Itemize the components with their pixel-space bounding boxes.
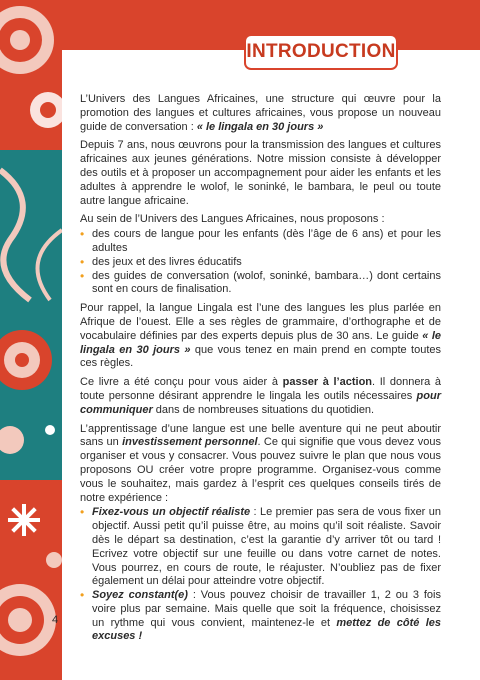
body-text (80, 93, 441, 649)
tips-list (80, 506, 441, 644)
decorative-side-pattern (0, 0, 62, 680)
paragraph-mission: Depuis 7 ans, nous œuvrons pour la transmission des langues et cultures africaines aux jeunes générations. Notre mission consiste à développer des outils et à proposer un accompagnement pour aider les enfants et les adultes à apprendre le wolof, le soninké, le bambara, le peul ou toute autre langue africaine. (80, 139, 441, 207)
page-number: 4 (51, 614, 59, 626)
paragraph-learning: L’apprentissage d’une langue est une belle aventure qui ne peut aboutir sans un investissement personnel. Ce qui signifie que vous devez vous organiser et vous y consacrer. Vous pouvez suivre le plan que nous vous proposons OU créer votre propre programme. Organisez-vous comme vous le souhaitez, mais gardez à l’esprit ces quelques conseils tirés de notre expérience : (80, 422, 441, 504)
floral-pattern-icon (0, 0, 62, 680)
guide-title: « le lingala en 30 jours » (80, 329, 441, 356)
list-item: • des guides de conversation (wolof, soninké, bambara…) dont certains sont en cours de finalisation. (80, 270, 441, 298)
offer-list (80, 228, 441, 297)
list-item: • Soyez constant(e) : Vous pouvez choisir de travailler 1, 2 ou 3 fois voire plus par semaine. Mais quelle que soit la fréquence, choisissez un rythme qui vous convient, maintenez-le et mettez de côté les excuses ! (80, 589, 441, 644)
header-band (0, 0, 480, 50)
page-title: INTRODUCTION (244, 34, 398, 70)
paragraph-intro: L’Univers des Langues Africaines, une structure qui œuvre pour la promotion des langues et cultures africaines, vous propose un nouveau guide de conversation : « le lingala en 30 jours » (80, 93, 441, 133)
list-item: • Fixez-vous un objectif réaliste : Le premier pas sera de vous fixer un objectif. Aussi petit qu’il puisse être, au moins qu’il soit réaliste. Savoir dès le départ sa destination, c’est la garantie d’y arriver tôt ou tard ! Ecrivez votre objectif sur une feuille ou dans votre carnet de notes. Vous pourrez, en cours de route, le réajuster. N’oubliez pas de fixer également un délai pour atteindre votre objectif. (80, 506, 441, 589)
guide-title: « le lingala en 30 jours » (196, 120, 324, 133)
list-item: • des cours de langue pour les enfants (dès l’âge de 6 ans) et pour les adultes (80, 228, 441, 256)
paragraph-action: Ce livre a été conçu pour vous aider à passer à l’action. Il donnera à toute personne désirant apprendre le lingala les outils nécessaires pour communiquer dans de nombreuses situations du quotidien. (80, 376, 441, 416)
paragraph-lingala: Pour rappel, la langue Lingala est l’une des langues les plus parlée en Afrique de l’ouest. Elle a ses règles de grammaire, d’orthographe et de vocabulaire définies par des experts depuis plus de 30 ans. Le guide « le lingala en 30 jours » que vous tenez en main prend en compte toutes ces règles. (80, 302, 441, 370)
list-item: • des jeux et des livres éducatifs (80, 256, 441, 270)
paragraph-offer: Au sein de l’Univers des Langues Africaines, nous proposons : (80, 213, 385, 226)
